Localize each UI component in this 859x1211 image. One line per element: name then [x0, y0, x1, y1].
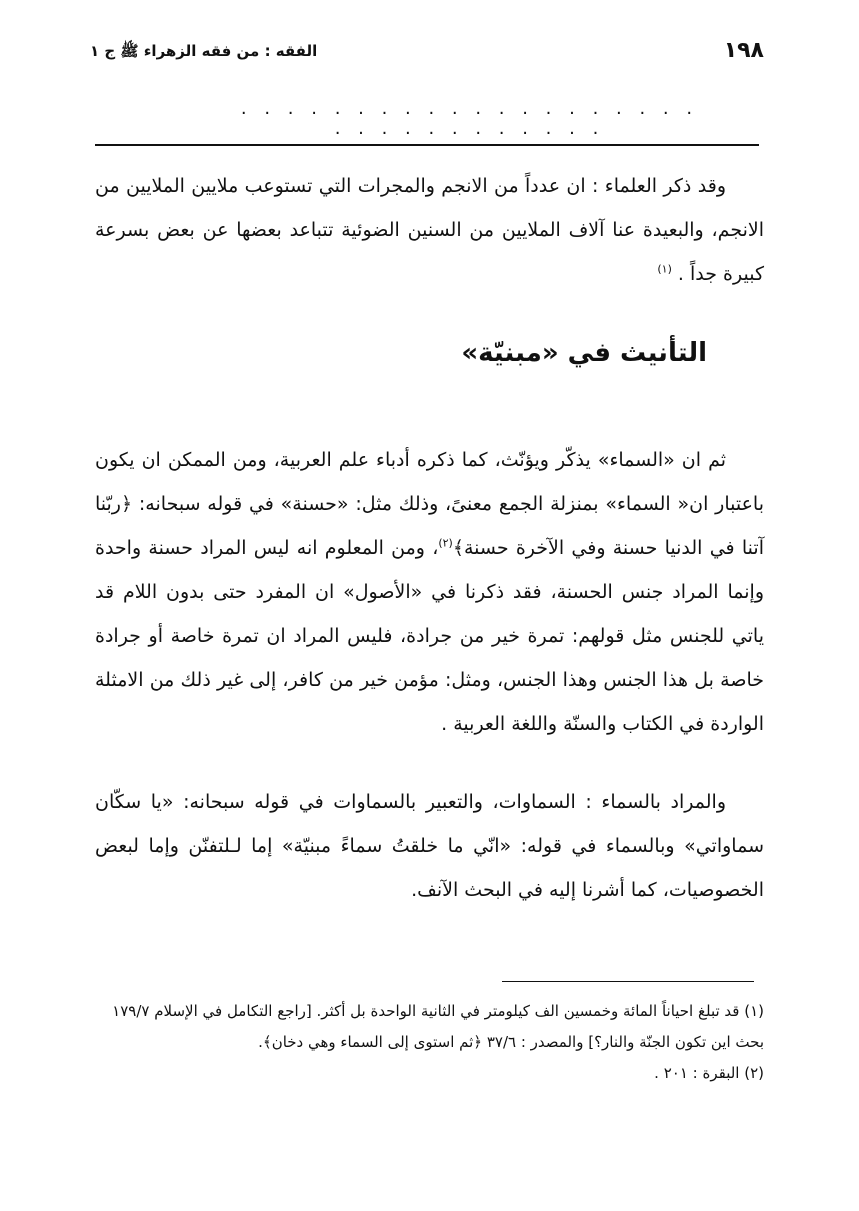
footnote-ref-1[interactable]: (١) — [657, 262, 672, 276]
footnotes — [95, 996, 764, 1089]
paragraph-3-text: والمراد بالسماء : السماوات، والتعبير بالسماوات في قوله سبحانه: «يا سكّان سماواتي» وبالسماء في قوله: «انّي ما خلقتُ سماءً مبنيّة» إما لـلتفنّن وإما لبعض الخصوصيات، كما أشرنا إليه في البحث الآنف. — [95, 791, 764, 901]
ornament-dots: · · · · · · · · · · · · · · · · · · · · · · · · · · · · · · · · — [240, 103, 699, 144]
footnote-divider — [502, 981, 754, 982]
paragraph-2-part1: ثم ان «السماء» يذكّر ويؤنّث، كما ذكره أدباء علم العربية، ومن الممكن ان يكون باعتبار ان« السماء» بمنزلة الجمع معنىً، وذلك مثل: «حسنة» في قوله سبحانه: ﴿ربّنا آتنا في الدنيا حسنة وفي الآخرة حسنة﴾ — [95, 449, 764, 559]
paragraph-2-part2: ، ومن المعلوم انه ليس المراد حسنة واحدة وإنما المراد جنس الحسنة، فقد ذكرنا في «الأصول» ان المفرد حتى بدون اللام قد ياتي للجنس مثل قولهم: تمرة خير من جرادة، فليس المراد ان تمرة خاصة أو جرادة خاصة بل هذا الجنس وهذا الجنس، ومثل: مؤمن خير من كافر، إلى غير ذلك من الامثلة الواردة في الكتاب والسنّة واللغة العربية . — [95, 537, 764, 735]
paragraph-1-text: وقد ذكر العلماء : ان عدداً من الانجم والمجرات التي تستوعب ملايين الملايين من الانجم، والبعيدة عنا آلاف الملايين من السنين الضوئية تتباعد بعضها عن بعض بسرعة كبيرة جداً . — [95, 175, 764, 285]
running-title: الفقه : من فقه الزهراء ﷺ ج ١ — [90, 42, 318, 60]
paragraph-3 — [95, 780, 764, 912]
paragraph-2 — [95, 438, 764, 746]
footnote-ref-2[interactable]: (٢) — [438, 536, 453, 550]
footnote-1: (١) قد تبلغ احياناً المائة وخمسين الف كيلومتر في الثانية الواحدة بل أكثر. [راجع التكامل في الإسلام ١٧٩/٧ بحث اين تكون الجنّة والنار؟] والمصدر : ٣٧/٦ ﴿ثم استوى إلى السماء وهي دخان﴾. — [112, 1002, 764, 1051]
paragraph-1 — [95, 164, 764, 296]
section-heading: التأنيث في «مبنيّة» — [461, 338, 707, 368]
footnote-2: (٢) البقرة : ٢٠١ . — [654, 1064, 764, 1082]
page-number: ١٩٨ — [723, 38, 764, 63]
header-divider — [95, 144, 759, 146]
page-header — [90, 38, 764, 72]
